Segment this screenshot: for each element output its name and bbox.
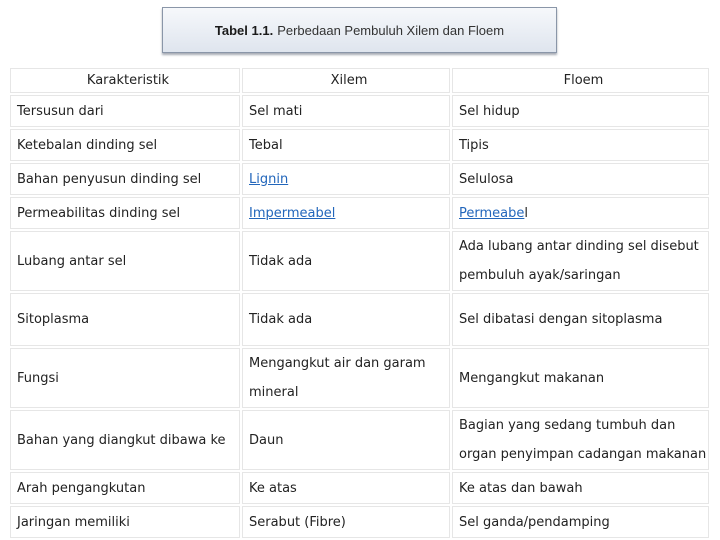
table-number: Tabel 1.1. — [214, 22, 274, 38]
permeabel-tail: l — [524, 205, 528, 221]
cell-xilem: Serabut (Fibre) — [242, 506, 450, 538]
link-lignin[interactable]: Lignin — [249, 171, 289, 187]
comparison-table — [8, 66, 711, 540]
cell-karakteristik: Arah pengangkutan — [10, 472, 240, 504]
cell-karakteristik: Ketebalan dinding sel — [10, 129, 240, 161]
link-permeabel[interactable]: Permeabe — [459, 205, 525, 221]
cell-karakteristik: Fungsi — [10, 348, 240, 408]
cell-floem — [452, 197, 709, 229]
cell-karakteristik: Permeabilitas dinding sel — [10, 197, 240, 229]
cell-karakteristik: Sitoplasma — [10, 293, 240, 346]
table-title — [162, 7, 557, 53]
cell-floem: Sel dibatasi dengan sitoplasma — [452, 293, 709, 346]
cell-floem: Sel hidup — [452, 95, 709, 127]
header-floem: Floem — [452, 68, 709, 93]
cell-karakteristik: Bahan penyusun dinding sel — [10, 163, 240, 195]
cell-floem: Ke atas dan bawah — [452, 472, 709, 504]
table-row — [10, 95, 709, 127]
cell-xilem: Mengangkut air dan garam mineral — [242, 348, 450, 408]
cell-xilem — [242, 163, 450, 195]
cell-floem: Selulosa — [452, 163, 709, 195]
cell-karakteristik: Lubang antar sel — [10, 231, 240, 291]
cell-floem: Bagian yang sedang tumbuh dan organ penyimpan cadangan makanan — [452, 410, 709, 470]
table-caption: Perbedaan Pembuluh Xilem dan Floem — [277, 22, 505, 38]
cell-floem: Tipis — [452, 129, 709, 161]
cell-floem: Sel ganda/pendamping — [452, 506, 709, 538]
cell-karakteristik: Bahan yang diangkut dibawa ke — [10, 410, 240, 470]
table-row — [10, 129, 709, 161]
cell-floem: Mengangkut makanan — [452, 348, 709, 408]
cell-karakteristik: Jaringan memiliki — [10, 506, 240, 538]
cell-xilem: Tidak ada — [242, 293, 450, 346]
header-karakteristik: Karakteristik — [10, 68, 240, 93]
table-row — [10, 348, 709, 408]
cell-floem: Ada lubang antar dinding sel disebut pembuluh ayak/saringan — [452, 231, 709, 291]
header-row — [10, 68, 709, 93]
cell-xilem — [242, 197, 450, 229]
table-row — [10, 472, 709, 504]
cell-xilem: Sel mati — [242, 95, 450, 127]
table-row — [10, 163, 709, 195]
cell-xilem: Tidak ada — [242, 231, 450, 291]
cell-karakteristik: Tersusun dari — [10, 95, 240, 127]
table-row — [10, 410, 709, 470]
table-row — [10, 506, 709, 538]
link-impermeabel[interactable]: Impermeabel — [249, 205, 336, 221]
header-xilem: Xilem — [242, 68, 450, 93]
table-row — [10, 293, 709, 346]
cell-xilem: Tebal — [242, 129, 450, 161]
table-row — [10, 231, 709, 291]
cell-xilem: Ke atas — [242, 472, 450, 504]
cell-xilem: Daun — [242, 410, 450, 470]
table-row — [10, 197, 709, 229]
